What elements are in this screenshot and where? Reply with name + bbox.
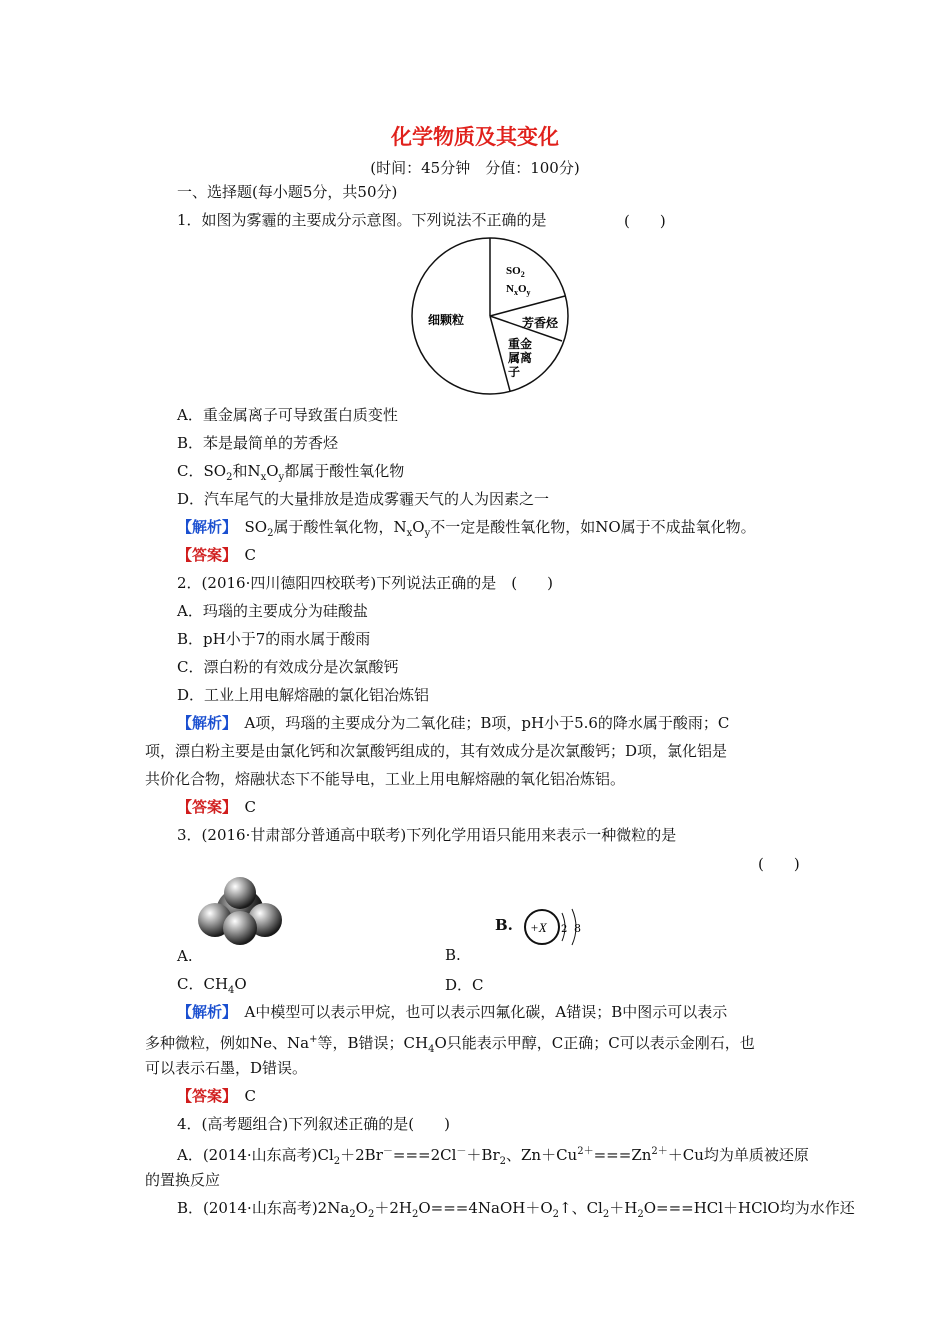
- q3-analysis-line3: 可以表示石墨，D错误。: [145, 1059, 308, 1077]
- q2-answer: 【答案】 C: [177, 798, 257, 816]
- q3-option-a: A.: [177, 947, 193, 965]
- q3-analysis-line1: 【解析】 A中模型可以表示甲烷，也可以表示四氟化碳，A错误；B中图示可以表示: [177, 1003, 728, 1021]
- page-subtitle: (时间：45分钟 分值：100分): [370, 159, 580, 177]
- section-heading: 一、选择题(每小题5分，共50分): [177, 183, 398, 201]
- q1-stem: 1．如图为雾霾的主要成分示意图。下列说法不正确的是: [177, 211, 547, 229]
- q1-answer: 【答案】 C: [177, 546, 257, 564]
- q4-option-b-line1: B．(2014·山东高考)$2Na_2O_2+2H_2O===4NaOH+O_2↑$、$Cl_2+H_2O===HCl+HClO$均为水作还: [177, 1199, 855, 1220]
- q1-analysis: 【解析】 $SO_2$属于酸性氧化物，$N_xO_y$不一定是酸性氧化物，如NO属于不成盐氧化物。: [177, 518, 756, 539]
- answer-tag: 【答案】: [177, 798, 230, 816]
- q3-answer-paren: ( ): [758, 855, 800, 873]
- pie-label-nxoy: $N_xO_y$: [506, 283, 531, 297]
- q3-option-b: B.: [445, 946, 461, 964]
- q1-option-b: B．苯是最简单的芳香烃: [177, 434, 339, 452]
- methane-space-filling-model: [194, 876, 286, 946]
- q4-option-a-line2: 的置换反应: [145, 1171, 221, 1189]
- q1-option-c: C．$SO_2$和$N_xO_y$都属于酸性氧化物: [177, 462, 405, 483]
- analysis-tag: 【解析】: [177, 1003, 230, 1021]
- shell-1-electrons: 2: [561, 924, 568, 935]
- q2-stem: 2．(2016·四川德阳四校联考)下列说法正确的是 ( ): [177, 574, 553, 592]
- top-atom: [224, 877, 256, 909]
- q2-analysis-line2: 项，漂白粉主要是由氯化钙和次氯酸钙组成的，其有效成分是次氯酸钙；D项，氯化铝是: [145, 742, 728, 760]
- analysis-tag: 【解析】: [177, 518, 230, 536]
- q1-option-d: D．汽车尾气的大量排放是造成雾霾天气的人为因素之一: [177, 490, 550, 508]
- q3-option-c: C．$CH_4O$: [177, 975, 247, 996]
- q4-stem: 4．(高考题组合)下列叙述正确的是( ): [177, 1115, 450, 1133]
- q3-analysis-line2: 多种微粒，例如Ne、Na+等，B错误；$CH_4O$只能表示甲醇，C正确；C可以表示金刚石，也: [145, 1034, 755, 1055]
- pie-label-heavy-metal-2: 属离: [508, 351, 533, 365]
- pie-label-heavy-metal-1: 重金: [508, 337, 533, 351]
- bottom-atom: [223, 911, 257, 945]
- q3-option-d: D．C: [445, 976, 484, 994]
- q3-b-diagram-label: B.: [495, 916, 513, 934]
- q4-option-a-line1: A．(2014·山东高考)$Cl_2+2Br^-===2Cl^-+Br_2$、$Zn+Cu^{2+}===Zn^{2+}+Cu$均为单质被还原: [177, 1146, 809, 1167]
- q2-analysis-line1: 【解析】 A项，玛瑙的主要成分为二氧化硅；B项，pH小于5.6的降水属于酸雨；C: [177, 714, 730, 732]
- pie-label-fine-particles: 细颗粒: [428, 313, 465, 327]
- q2-answer-paren: ( ): [511, 574, 553, 592]
- haze-pie-chart: [410, 236, 570, 396]
- page-title: 化学物质及其变化: [391, 124, 559, 149]
- pie-label-so2: $SO_2$: [506, 265, 525, 279]
- q3-stem: 3．(2016·甘肃部分普通高中联考)下列化学用语只能用来表示一种微粒的是: [177, 826, 677, 844]
- q2-option-a: A．玛瑙的主要成分为硅酸盐: [177, 602, 368, 620]
- q2-option-d: D．工业上用电解熔融的氯化铝冶炼铝: [177, 686, 430, 704]
- analysis-tag: 【解析】: [177, 714, 230, 732]
- q2-option-c: C．漂白粉的有效成分是次氯酸钙: [177, 658, 399, 676]
- pie-label-aromatic: 芳香烃: [522, 316, 559, 330]
- q1-answer-paren: ( ): [624, 212, 666, 230]
- q2-analysis-line3: 共价化合物，熔融状态下不能导电，工业上用电解熔融的氧化铝冶炼铝。: [145, 770, 626, 788]
- nucleus-charge: +X: [530, 920, 547, 935]
- q2-option-b: B．pH小于7的雨水属于酸雨: [177, 630, 371, 648]
- shell-2-electrons: 8: [574, 922, 581, 935]
- answer-tag: 【答案】: [177, 1087, 230, 1105]
- atomic-structure-diagram: [520, 905, 590, 949]
- pie-label-heavy-metal-3: 子: [508, 365, 521, 379]
- q1-option-a: A．重金属离子可导致蛋白质变性: [177, 406, 398, 424]
- q3-answer: 【答案】 C: [177, 1087, 257, 1105]
- answer-tag: 【答案】: [177, 546, 230, 564]
